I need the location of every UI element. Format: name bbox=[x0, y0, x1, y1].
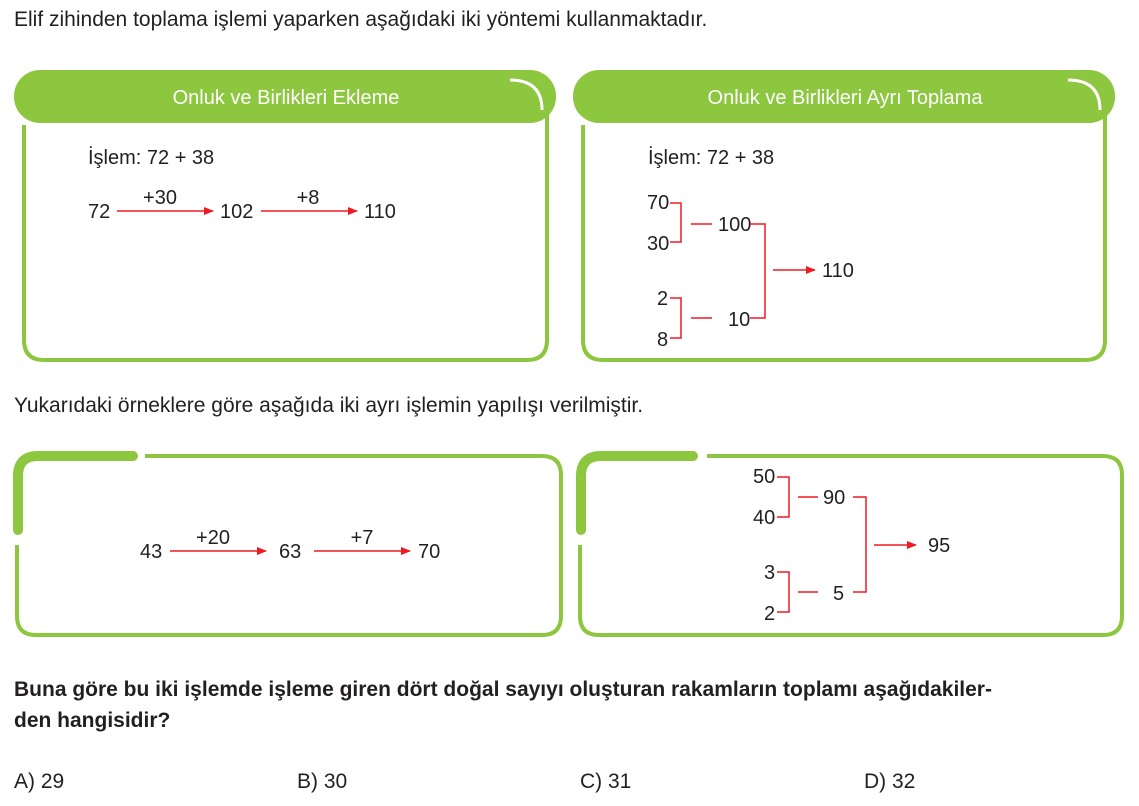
example-2-ones-a: 3 bbox=[764, 562, 776, 584]
example-2-tens-sum: 90 bbox=[823, 487, 846, 509]
panel-2-tens-bracket bbox=[670, 203, 681, 242]
example-2-corner bbox=[581, 456, 693, 530]
example-1-step1-result: 63 bbox=[279, 541, 302, 563]
example-1-start: 43 bbox=[140, 541, 163, 563]
panel-1-start: 72 bbox=[88, 201, 111, 223]
panel-1-step2-label: +8 bbox=[296, 187, 320, 209]
question-text bbox=[14, 674, 1124, 736]
panel-1-step1-label: +30 bbox=[143, 187, 177, 209]
example-2-ones-sum: 5 bbox=[833, 583, 845, 605]
panel-1-title: Onluk ve Birlikleri Ekleme bbox=[172, 87, 400, 109]
example-2-tens-b: 40 bbox=[753, 507, 776, 529]
example-2-tens-bracket bbox=[777, 477, 789, 517]
panel-1-step1-result: 102 bbox=[220, 201, 254, 223]
panel-2-tens-a: 70 bbox=[647, 192, 670, 214]
mid-text: Yukarıdaki örneklere göre aşağıda iki ayrı işlemin yapılışı verilmiştir. bbox=[14, 394, 644, 417]
panel-2-ones-b: 8 bbox=[657, 329, 669, 351]
option-c[interactable]: C) 31 bbox=[580, 770, 632, 793]
panel-2-operation: İşlem: 72 + 38 bbox=[648, 147, 775, 169]
intro-text: Elif zihinden toplama işlemi yaparken aşağıdaki iki yöntemi kullanmaktadır. bbox=[14, 8, 708, 31]
panel-1-border bbox=[24, 105, 547, 360]
panel-2-tens-b: 30 bbox=[647, 233, 670, 255]
example-panel-1 bbox=[17, 456, 561, 635]
example-1-step2-result: 70 bbox=[418, 541, 441, 563]
panel-2-ones-sum: 10 bbox=[728, 309, 751, 331]
question-line-2: den hangisidir? bbox=[14, 709, 171, 732]
question-line-1: Buna göre bu iki işlemde işleme giren dört doğal sayıyı oluşturan rakamların toplamı aşağıdakiler- bbox=[14, 678, 992, 701]
panel-2-ones-bracket bbox=[670, 298, 681, 338]
method-panel-2 bbox=[573, 70, 1115, 360]
example-2-tens-a: 50 bbox=[753, 466, 776, 488]
panel-2-title: Onluk ve Birlikleri Ayrı Toplama bbox=[707, 87, 983, 109]
example-1-corner bbox=[18, 456, 133, 530]
example-2-sum-bracket bbox=[853, 497, 866, 592]
example-2-border bbox=[580, 456, 1122, 635]
example-2-ones-bracket bbox=[777, 572, 789, 612]
panel-2-sum-bracket bbox=[750, 224, 765, 318]
panel-2-result: 110 bbox=[822, 260, 854, 282]
method-panel-1 bbox=[14, 70, 556, 360]
option-a[interactable]: A) 29 bbox=[14, 770, 65, 793]
example-1-step1-label: +20 bbox=[196, 527, 230, 549]
panel-1-step2-result: 110 bbox=[364, 201, 396, 223]
panel-2-ones-a: 2 bbox=[657, 288, 669, 310]
option-d[interactable]: D) 32 bbox=[864, 770, 916, 793]
example-2-result: 95 bbox=[928, 535, 951, 557]
panel-2-tens-sum: 100 bbox=[718, 214, 752, 236]
example-panel-2 bbox=[580, 456, 1122, 635]
panel-1-operation: İşlem: 72 + 38 bbox=[88, 147, 215, 169]
example-2-ones-b: 2 bbox=[764, 603, 776, 625]
example-1-step2-label: +7 bbox=[350, 527, 374, 549]
option-b[interactable]: B) 30 bbox=[297, 770, 348, 793]
